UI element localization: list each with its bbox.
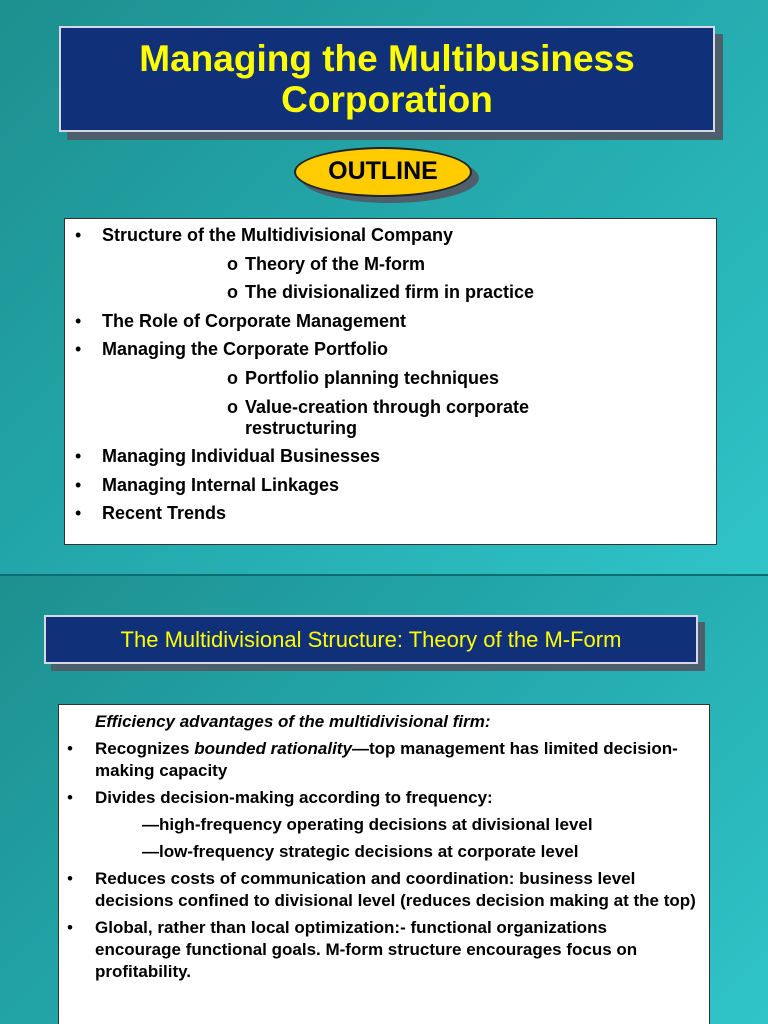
sub-bullet-icon: o — [227, 253, 238, 274]
outline-badge: OUTLINE — [294, 147, 472, 197]
bullet-icon: • — [67, 788, 73, 807]
outline-item: • Managing the Corporate Portfolio — [75, 339, 388, 360]
sub-bullet-icon: o — [227, 282, 238, 303]
outline-subitem: o The divisionalized firm in practice — [227, 282, 535, 303]
bullet-icon: • — [67, 739, 73, 758]
mform-bullet: • Divides decision-making according to frequency: — [67, 788, 493, 807]
outline-subitem: o Value-creation through corporate restructuring — [227, 396, 530, 438]
bullet-icon: • — [67, 869, 73, 888]
outline-item: • Managing Individual Businesses — [75, 446, 381, 467]
title-line-2: Corporation — [281, 79, 493, 120]
outline-item: • Recent Trends — [75, 503, 227, 524]
outline-subitem: o Theory of the M-form — [227, 253, 425, 274]
bullet-icon: • — [75, 503, 82, 524]
mform-heading: Efficiency advantages of the multidivisional firm: — [95, 712, 491, 731]
outline-item: • Structure of the Multidivisional Company — [75, 225, 454, 245]
bullet-icon: • — [75, 310, 82, 331]
outline-item: • Managing Internal Linkages — [75, 474, 340, 495]
outline-list — [64, 218, 717, 545]
mform-subpoint: —low-frequency strategic decisions at corporate level — [142, 842, 579, 861]
outline-item: • The Role of Corporate Management — [75, 310, 407, 331]
mform-title: The Multidivisional Structure: Theory of the M-Form — [44, 615, 698, 664]
bullet-icon: • — [75, 225, 82, 245]
bullet-icon: • — [75, 446, 82, 467]
bullet-icon: • — [67, 918, 73, 937]
mform-subpoint: —high-frequency operating decisions at divisional level — [142, 815, 593, 834]
sub-bullet-icon: o — [227, 396, 238, 417]
slide-title — [59, 26, 715, 132]
mform-bullet: • Global, rather than local optimization:- functional organizations encourage functional goals. M-form structure encourages focus on profitability. — [67, 918, 638, 981]
bullet-icon: • — [75, 474, 82, 495]
sub-bullet-icon: o — [227, 367, 238, 388]
mform-bullet: • Reduces costs of communication and coordination: business level decisions confined to divisional level (reduces decision making at the top) — [67, 869, 696, 910]
mform-bullet: • Recognizes bounded rationality—top management has limited decision-making capacity — [67, 739, 678, 780]
title-line-1: Managing the Multibusiness — [139, 38, 635, 79]
mform-content — [58, 704, 710, 1024]
outline-subitem: o Portfolio planning techniques — [227, 367, 499, 388]
bullet-icon: • — [75, 339, 82, 360]
